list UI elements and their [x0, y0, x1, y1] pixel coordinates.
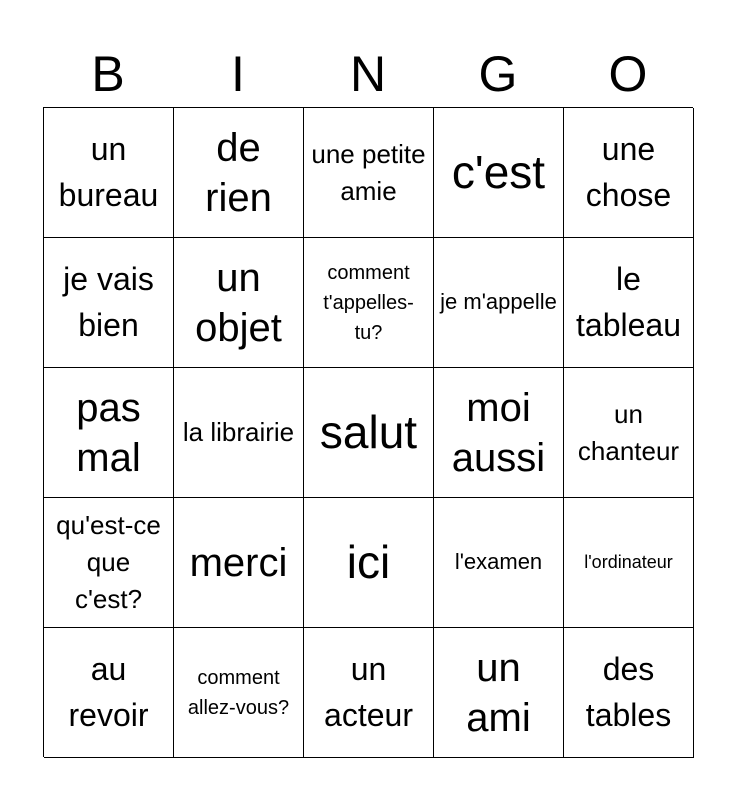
- bingo-cell[interactable]: des tables: [564, 628, 694, 758]
- bingo-cell[interactable]: une chose: [564, 108, 694, 238]
- bingo-header: [43, 40, 693, 108]
- bingo-cell[interactable]: pas mal: [44, 368, 174, 498]
- bingo-cell[interactable]: un ami: [434, 628, 564, 758]
- bingo-cell[interactable]: une petite amie: [304, 108, 434, 238]
- bingo-cell[interactable]: merci: [174, 498, 304, 628]
- header-letter-o: O: [608, 46, 648, 102]
- bingo-cell[interactable]: le tableau: [564, 238, 694, 368]
- bingo-cell[interactable]: un acteur: [304, 628, 434, 758]
- bingo-cell[interactable]: je vais bien: [44, 238, 174, 368]
- bingo-cell[interactable]: je m'appelle: [434, 238, 564, 368]
- bingo-cell[interactable]: moi aussi: [434, 368, 564, 498]
- bingo-cell[interactable]: ici: [304, 498, 434, 628]
- bingo-cell[interactable]: c'est: [434, 108, 564, 238]
- bingo-cell[interactable]: qu'est-ce que c'est?: [44, 498, 174, 628]
- bingo-cell[interactable]: comment allez-vous?: [174, 628, 304, 758]
- bingo-cell[interactable]: l'ordinateur: [564, 498, 694, 628]
- bingo-cell[interactable]: au revoir: [44, 628, 174, 758]
- header-letter-i: I: [231, 46, 245, 102]
- header-letter-b: B: [91, 46, 125, 102]
- bingo-cell[interactable]: comment t'appelles-tu?: [304, 238, 434, 368]
- bingo-cell[interactable]: de rien: [174, 108, 304, 238]
- bingo-cell[interactable]: salut: [304, 368, 434, 498]
- bingo-cell[interactable]: un bureau: [44, 108, 174, 238]
- bingo-cell[interactable]: la librairie: [174, 368, 304, 498]
- bingo-cell[interactable]: un chanteur: [564, 368, 694, 498]
- bingo-cell[interactable]: un objet: [174, 238, 304, 368]
- bingo-card: [43, 107, 693, 757]
- bingo-cell[interactable]: l'examen: [434, 498, 564, 628]
- header-letter-g: G: [478, 46, 518, 102]
- header-letter-n: N: [349, 46, 387, 102]
